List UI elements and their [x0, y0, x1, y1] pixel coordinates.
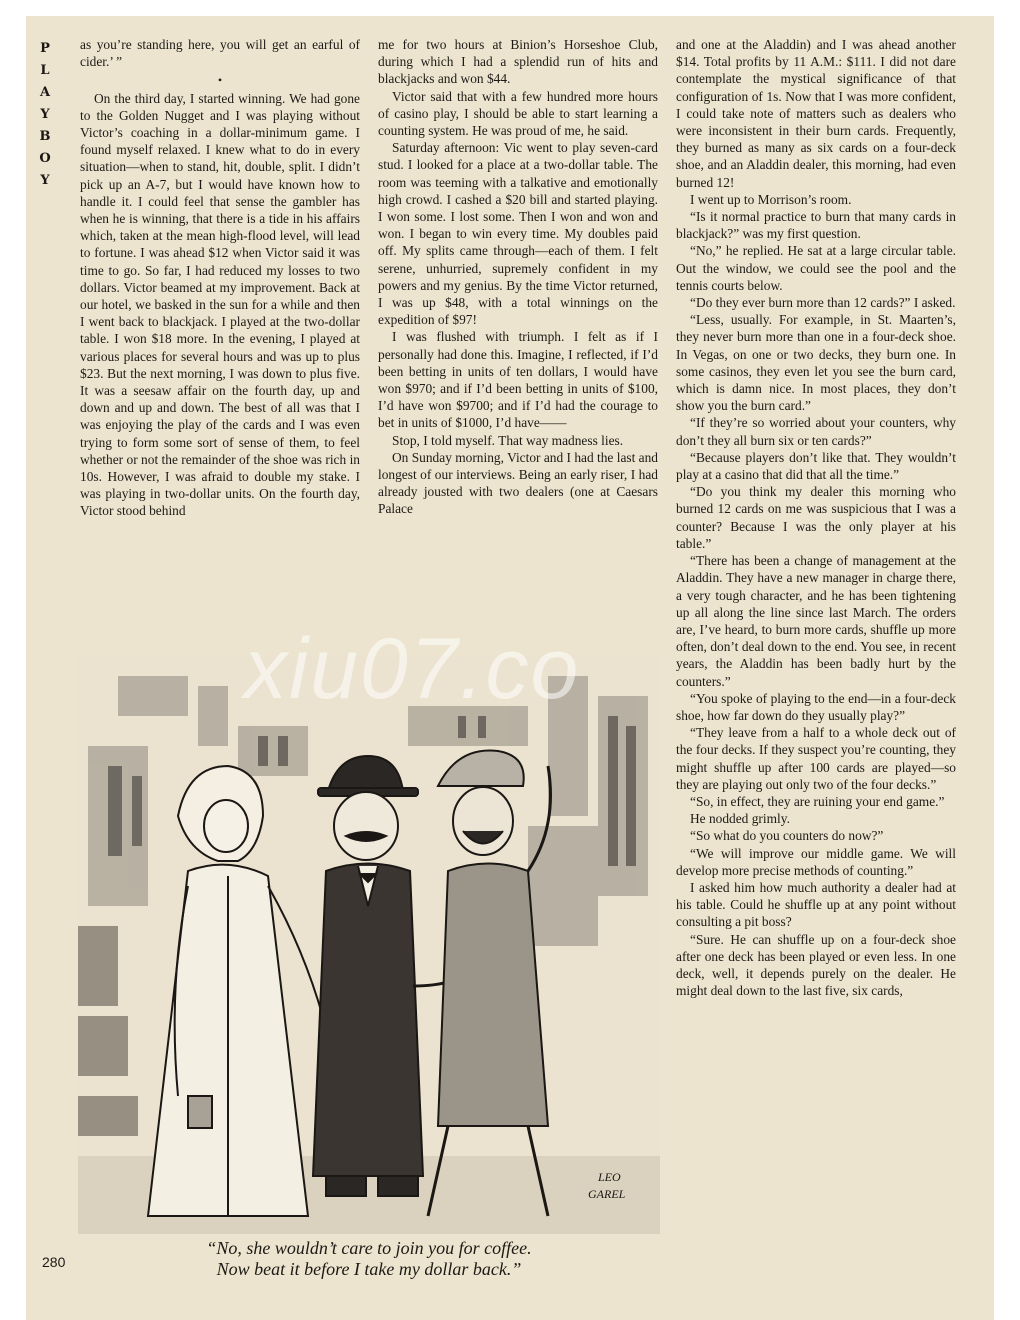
cartoon-drawing	[78, 656, 660, 1234]
cartoon-caption	[78, 1238, 660, 1280]
paragraph: “Less, usually. For example, in St. Maarten’s, they never burn more than one in a four-deck shoe. In Vegas, on one or two decks, they burn one. In some casinos, they even let you see the burn card, which is damn nice. In most places, they don’t show you the burn card.”	[676, 312, 956, 414]
paragraph: Victor said that with a few hundred more hours of casino play, I should be able to start learning a counting system. He was proud of me, he said.	[378, 88, 658, 139]
caption-line-2: Now beat it before I take my dollar back.”	[216, 1259, 522, 1279]
caption-line-1: “No, she wouldn’t care to join you for coffee.	[206, 1238, 532, 1258]
artist-signature-line1: LEO	[598, 1170, 621, 1184]
paragraph: and one at the Aladdin) and I was ahead another $14. Total profits by 11 A.M.: $111. I did not dare contemplate the mystical significance of that configuration of 1s. Now that I was more confident, I could take note of matters such as dealers who were inconsistent in their burn cards. Frequently, they burned as many as six cards on a four-deck shoe, and an Aladdin dealer, this morning, had even burned 12!	[676, 37, 956, 190]
masthead-letter: P	[40, 41, 50, 56]
paragraph: I was flushed with triumph. I felt as if I personally had done this. Imagine, I reflected, if I’d been betting in units of ten dollars, I would have won $970; and if I’d been betting in units of $100, I’d have won $9700; and if I’d had the courage to bet in units of $1000, I’d have——	[378, 329, 658, 431]
woman-figure	[148, 766, 328, 1216]
paragraph: “You spoke of playing to the end—in a four-deck shoe, how far down do they usually play?”	[676, 690, 956, 723]
page-number: 280	[42, 1254, 66, 1270]
masthead-letter: L	[40, 63, 50, 78]
masthead-letter: A	[39, 85, 51, 100]
section-bullet: •	[217, 73, 223, 88]
paragraph: On the third day, I started winning. We had gone to the Golden Nugget and I was playing without Victor’s coaching in a dollar-minimum game. I found myself relaxed. I knew what to do in every situation—when to stand, hit, double, split. I didn’t pick up an A-7, but I would have known how to handle it. I could feel that sense the gambler has when he is winning, that there is a tide in his affairs which, taken at the mean high-flood level, will lead to fortune. I was ahead $12 when Victor said it was time to go. So far, I had reduced my losses to two dollars. Victor beamed at my improvement. Back at our hotel, we basked in the sun for a while and then I went back to blackjack. I played at the two-dollar table. I won $18 more. In the evening, I played at various places for several hours and was up to plus $23. But the next morning, I was down to plus five. It was a seesaw affair on the fourth day, up and down and up and down. The best of all was that I was enjoying the play of the cards and I was even trying to form some sort of sense of them, to feel whether or not the remainder of the shoe was rich in 10s. However, I was afraid to double my stake. I was playing in two-dollar units. On the fourth day, Victor stood behind	[80, 90, 360, 519]
paragraph: “Is it normal practice to burn that many cards in blackjack?” was my first question.	[676, 209, 956, 242]
paragraph: Saturday afternoon: Vic went to play seven-card stud. I looked for a place at a two-dollar table. The room was teeming with a talkative and emotionally high crowd. I cashed a $20 bill and started playing. I won some. I lost some. Then I won and won and won. I began to win every time. My doubles paid off. My splits came through—each of them. I felt serene, unhurried, supremely confident in my powers and my genius. By the time Victor returned, I was up $48, with a total winnings on the expedition of $97!	[378, 140, 658, 328]
watermark: xiu07.co	[244, 621, 581, 717]
masthead-letter: Y	[40, 107, 50, 122]
text-column-2	[378, 36, 658, 518]
paragraph: “Do they ever burn more than 12 cards?” I asked.	[690, 295, 956, 311]
masthead-letter: Y	[40, 173, 50, 188]
paragraph: On Sunday morning, Victor and I had the last and longest of our interviews. Being an early riser, I had already jousted with two dealers (one at Caesars Palace	[378, 449, 658, 517]
masthead-letter: B	[39, 129, 51, 144]
man-hat-figure	[428, 750, 551, 1216]
paragraph: I asked him how much authority a dealer had at his table. Could he shuffle up at any point without consulting a pit boss?	[676, 879, 956, 930]
text-column-3	[676, 36, 956, 999]
paragraph: Stop, I told myself. That way madness lies.	[392, 432, 624, 448]
paragraph: “No,” he replied. He sat at a large circular table. Out the window, we could see the pool and the tennis courts below.	[676, 243, 956, 293]
paragraph: “There has been a change of management at the Aladdin. They have a new manager in charge there, a very tough character, and he has been tightening up all along the line since last March. The orders are, I’ve heard, to burn more cards, shuffle up more often, don’t deal down to the end. You see, in recent years, the Aladdin has been badly hurt by the counters.”	[676, 553, 956, 689]
paragraph: me for two hours at Binion’s Horseshoe Club, during which I had a splendid run of hits and blackjacks and won $44.	[378, 37, 658, 87]
paragraph: as you’re standing here, you will get an earful of cider.’ ”	[80, 37, 360, 70]
text-column-1	[80, 36, 360, 520]
paragraph: “They leave from a half to a whole deck out of the four decks. If they suspect you’re counting, they might shuffle up after 100 cards are played—so they are playing out only two of the four decks.”	[676, 725, 956, 792]
masthead-vertical	[30, 38, 60, 192]
masthead-letter: O	[39, 151, 51, 166]
paragraph: “Sure. He can shuffle up on a four-deck shoe after one deck has been played or even less. In one deck, well, it depends purely on the dealer. He might deal down to the last five, six cards,	[676, 931, 956, 999]
paragraph: I went up to Morrison’s room.	[690, 191, 852, 207]
paragraph: “If they’re so worried about your counters, why don’t they all burn six or ten cards?”	[676, 415, 956, 448]
paragraph: He nodded grimly.	[690, 811, 790, 827]
paragraph: “So what do you counters do now?”	[690, 828, 884, 844]
paragraph: “Because players don’t like that. They wouldn’t play at a casino that did that all the time.”	[676, 449, 956, 483]
cartoon-illustration	[78, 656, 660, 1234]
magazine-page	[26, 16, 994, 1320]
artist-signature-line2: GAREL	[588, 1187, 626, 1201]
paragraph: “Do you think my dealer this morning who burned 12 cards on me was suspicious that I was a counter? Because I was the only player at his table.”	[676, 484, 956, 551]
paragraph: “So, in effect, they are ruining your end game.”	[690, 793, 945, 809]
paragraph: “We will improve our middle game. We will develop more precise methods of counting.”	[676, 845, 956, 878]
